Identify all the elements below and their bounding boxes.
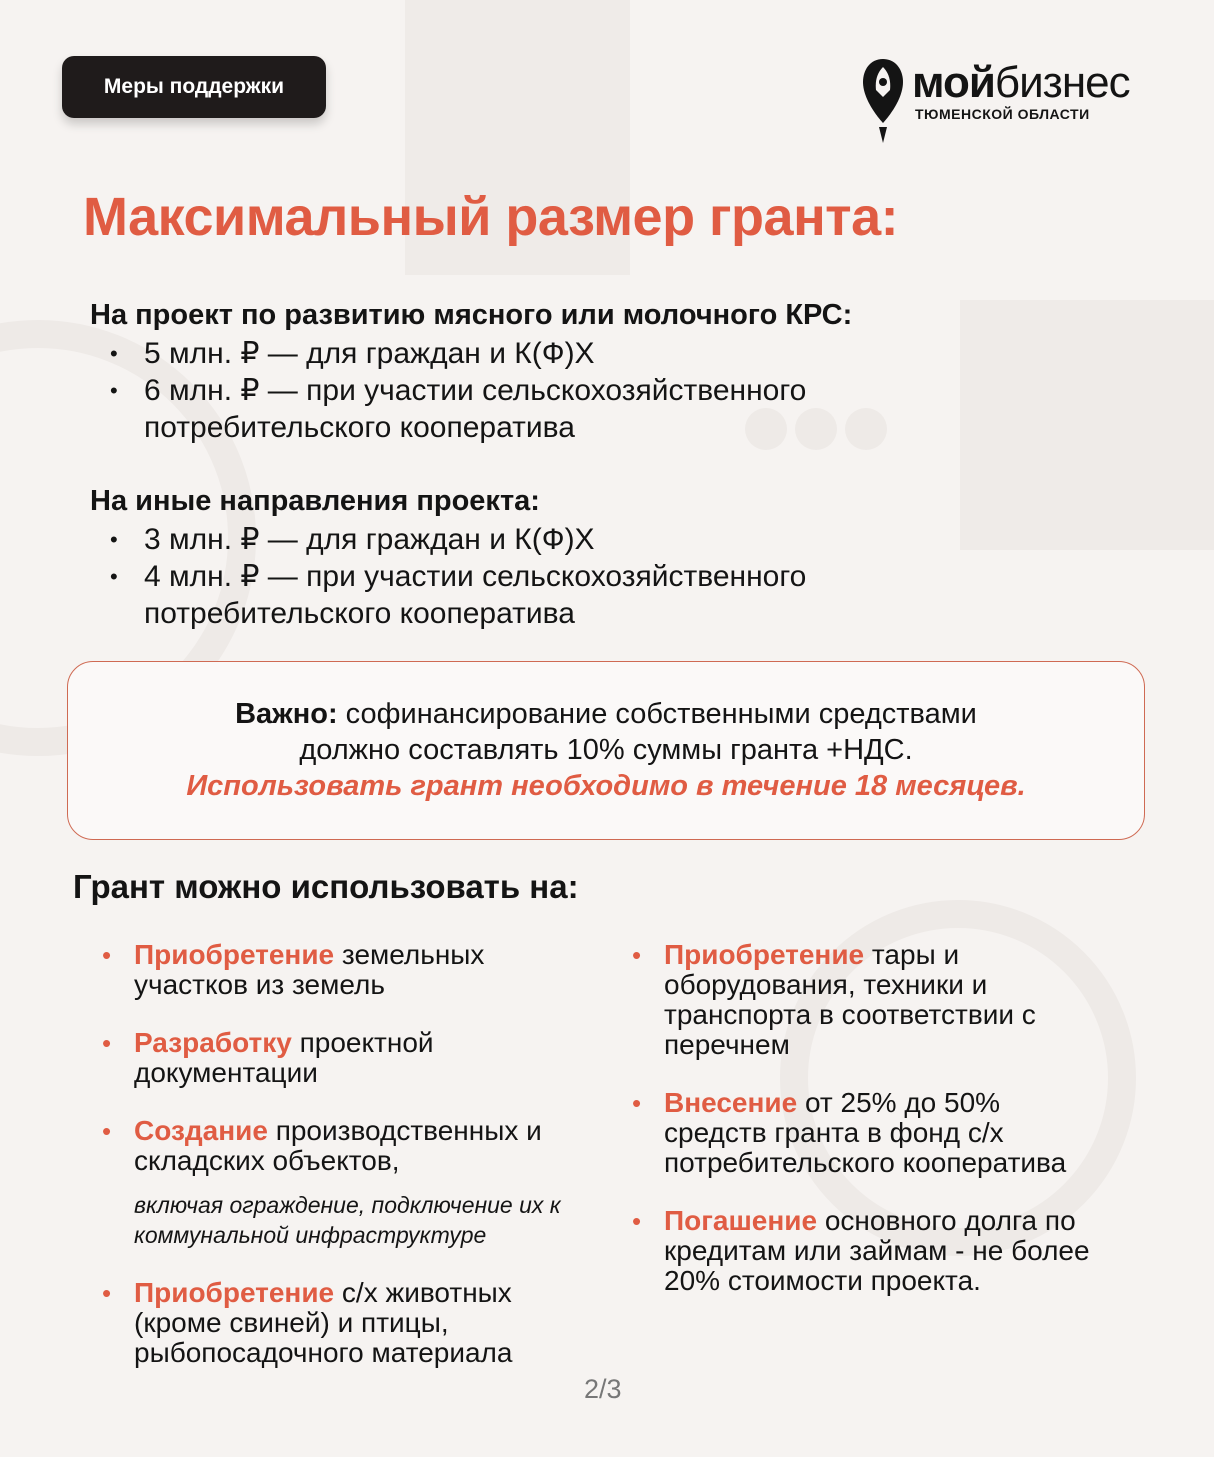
list-item: • Приобретение тары и оборудования, техники и транспорта в соответствии с перечнем — [632, 940, 1092, 1060]
important-note — [67, 661, 1145, 840]
list-item: • 3 млн. ₽ — для граждан и К(Ф)Х — [90, 521, 990, 558]
note-accent: Использовать грант необходимо в течение 18 месяцев. — [186, 770, 1026, 802]
list-item: • 4 млн. ₽ — при участии сельскохозяйственного потребительского кооператива — [90, 558, 990, 632]
uses-list-right — [632, 940, 1092, 1296]
category-badge: Меры поддержки — [62, 56, 326, 118]
note-label: Важно: — [235, 698, 338, 730]
grant-amount-list — [90, 335, 990, 446]
uses-list-left — [102, 940, 577, 1368]
section-heading: На проект по развитию мясного или молочного КРС: — [90, 299, 853, 331]
page-title: Максимальный размер гранта: — [83, 187, 899, 247]
item-note: включая ограждение, подключение их к коммунальной инфраструктуре — [134, 1192, 561, 1248]
grant-amount-list — [90, 521, 990, 632]
section-krs — [90, 297, 990, 446]
list-item: • Внесение от 25% до 50% средств гранта в фонд с/х потребительского кооператива — [632, 1088, 1092, 1178]
list-item: • Погашение основного долга по кредитам или займам - не более 20% стоимости проекта. — [632, 1206, 1092, 1296]
section-other — [90, 483, 990, 632]
list-item: • Приобретение с/х животных (кроме свиней) и птицы, рыбопосадочного материала — [102, 1278, 577, 1368]
list-item: • 5 млн. ₽ — для граждан и К(Ф)Х — [90, 335, 990, 372]
note-line: Важно: софинансирование собственными средствами — [235, 698, 977, 730]
list-item: • Приобретение земельных участков из земель — [102, 940, 577, 1000]
uses-heading: Грант можно использовать на: — [73, 868, 579, 905]
page-number: 2/3 — [584, 1374, 622, 1404]
background-block — [960, 300, 1214, 550]
logo-subtitle: ТЮМЕНСКОЙ ОБЛАСТИ — [915, 106, 1090, 122]
list-item: • Создание производственных и складских объектов, включая ограждение, подключение их к коммунальной инфраструктуре — [102, 1116, 577, 1250]
list-item: • 6 млн. ₽ — при участии сельскохозяйственного потребительского кооператива — [90, 372, 990, 446]
list-item: • Разработку проектной документации — [102, 1028, 577, 1088]
logo-wordmark: мойбизнес — [912, 58, 1130, 107]
note-line: должно составлять 10% суммы гранта +НДС. — [299, 734, 913, 766]
section-heading: На иные направления проекта: — [90, 485, 540, 517]
logo — [862, 55, 1162, 147]
rocket-pin-icon — [862, 57, 904, 145]
